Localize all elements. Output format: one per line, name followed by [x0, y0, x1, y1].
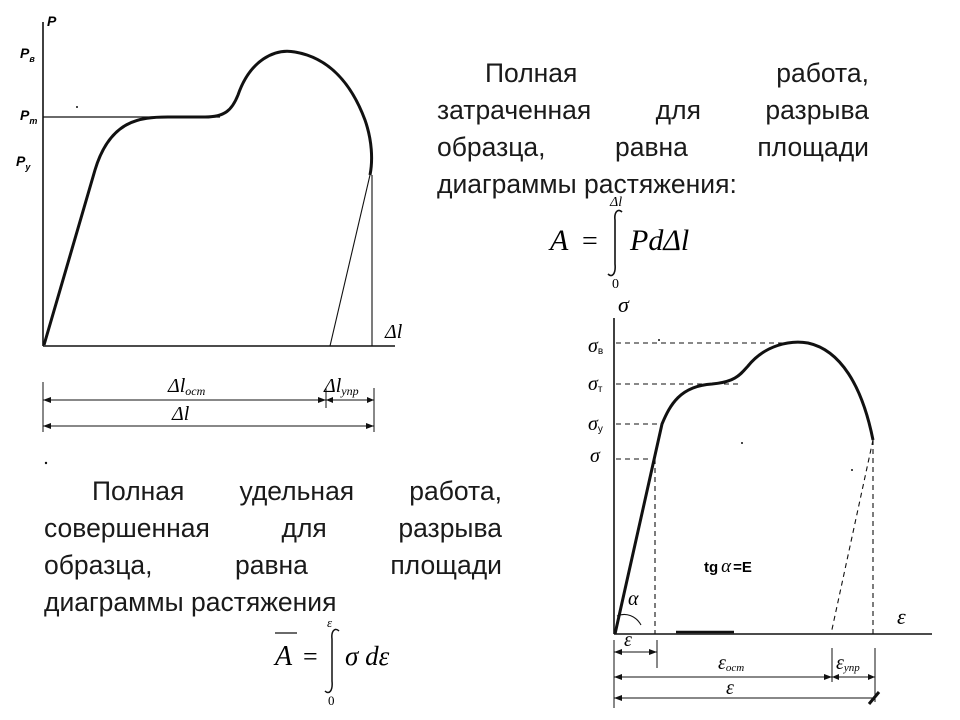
stress-strain-curve: [615, 342, 873, 634]
formula-equals: =: [582, 226, 598, 257]
angle-arc: [617, 614, 641, 625]
stray-dot: [741, 442, 743, 444]
text-line: Полная работа,: [485, 58, 869, 88]
text-line: затраченная для разрыва: [437, 95, 869, 125]
sigma-axis-label: σ: [618, 292, 629, 317]
dim-total-label: ε: [726, 677, 734, 699]
level-label-elastic: σу: [588, 413, 603, 435]
text-line: диаграммы растяжения: [44, 587, 337, 617]
level-label-proportional: σ: [590, 445, 600, 467]
dim-total-label: Δl: [172, 403, 190, 425]
text-line: образца, равна площади: [437, 132, 869, 162]
formula-upper-limit: Δl: [610, 195, 623, 210]
dim-residual-label: Δlост: [168, 375, 206, 398]
formula-integrand: PdΔl: [630, 224, 690, 257]
level-label-yield: $P_т$: [20, 107, 38, 126]
stray-dot: [658, 339, 660, 341]
text-line: образца, равна площади: [44, 550, 502, 580]
dim-residual-label: εост: [718, 652, 745, 674]
text-line: Полная удельная работа,: [92, 476, 502, 506]
formula-integrand: σ dε: [345, 641, 390, 671]
dim-elastic-label: εупр: [836, 652, 860, 674]
angle-alpha-label: α: [628, 588, 639, 610]
formula-lower-limit: 0: [612, 277, 619, 290]
level-label-ultimate: $P_в$: [20, 45, 35, 64]
p-axis-label: P: [47, 13, 57, 29]
text-line: совершенная для разрыва: [44, 513, 502, 543]
small-epsilon-label: ε: [624, 629, 632, 651]
formula-lhs: A: [275, 641, 293, 672]
formula-lower-limit: 0: [328, 693, 335, 708]
formula-lhs: A: [550, 224, 569, 257]
text-line: диаграммы растяжения:: [437, 169, 737, 199]
tangent-modulus-note: tg α =E: [704, 556, 752, 577]
epsilon-axis-label: ε: [897, 604, 906, 629]
formula-upper-limit: ε: [327, 615, 333, 630]
formula-equals: =: [303, 642, 318, 671]
level-label-elastic: $P_у$: [16, 153, 31, 172]
level-label-yield: σт: [588, 373, 603, 395]
dim-elastic-label: Δlупр: [324, 375, 359, 398]
stray-dot: [851, 469, 853, 471]
dl-axis-label: Δl: [385, 321, 403, 343]
level-label-ultimate: σв: [588, 335, 604, 357]
